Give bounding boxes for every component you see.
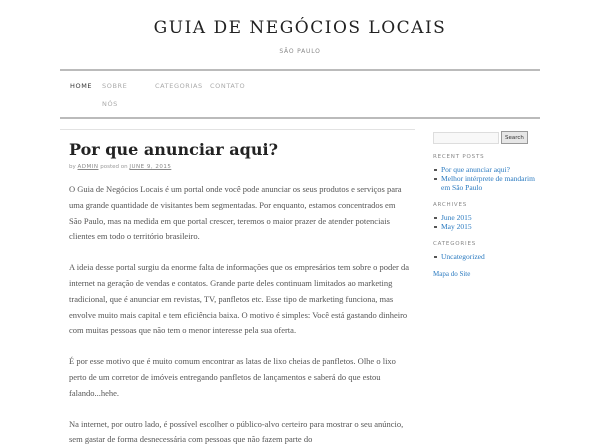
main-nav (60, 69, 540, 119)
post-body (69, 182, 409, 448)
author-link[interactable]: ADMIN (77, 164, 99, 170)
post-title[interactable]: Por que anunciar aqui? (69, 140, 278, 159)
meta-posted: posted on (100, 164, 128, 170)
paragraph: É por esse motivo que é muito comum encontrar as latas de lixo cheias de panfletos. Olhe o lixo perto de um corretor de imóveis entregando panfletos de lançamentos e saberá do que estou falando...hehe. (69, 356, 396, 398)
nav-sobre-nos-line2[interactable]: NÓS (102, 100, 118, 108)
search-input[interactable] (433, 132, 499, 144)
post (60, 129, 415, 445)
categories-title: CATEGORIES (433, 241, 477, 247)
categories-list (433, 252, 543, 261)
nav-sobre-nos[interactable]: SOBRE (102, 82, 128, 90)
archive-link[interactable]: May 2015 (433, 222, 543, 231)
archives-title: ARCHIVES (433, 202, 468, 208)
recent-post-link[interactable]: Melhor intérprete de mandarim em São Paulo (433, 174, 543, 192)
site-title[interactable]: GUIA DE NEGÓCIOS LOCAIS (153, 18, 447, 38)
date-link[interactable]: JUNE 9, 2015 (129, 164, 172, 170)
paragraph: O Guia de Negócios Locais é um portal onde você pode anunciar os seus produtos e serviços para uma grande quantidade de visitantes bem segmentadas. Por enquanto, estamos concentrados em São Paulo, mas na medida em que portal crescer, teremos o maior prazer de atender potenciais clientes em todo o território brasileiro. (69, 184, 402, 242)
paragraph: A ideia desse portal surgiu da enorme falta de informações que os empresários tem sobre o poder da internet na geração de vendas e contatos. Grande parte deles continuam limitados ao marketing tradicional, que é anunciar em revistas, TV, panfletos etc. Esse tipo de marketing funciona, mas envolve muito mais capital e tem eficiência baixa. O motivo é simples: Você está gastando dinheiro com muitas pessoas que não tem o menor interesse pela sua oferta. (69, 262, 409, 336)
nav-contato[interactable]: CONTATO (210, 82, 246, 90)
search-button[interactable]: Search (501, 131, 528, 144)
paragraph: Na internet, por outro lado, é possível escolher o público-alvo certeiro para mostrar o seu anúncio, sem gastar de forma desnecessária com pessoas que não fazem parte do (69, 418, 404, 445)
nav-home[interactable]: HOME (70, 82, 93, 90)
category-link[interactable]: Uncategorized (433, 252, 543, 261)
archive-link[interactable]: June 2015 (433, 213, 543, 222)
meta-by: by (69, 164, 76, 170)
recent-post-link[interactable]: Por que anunciar aqui? (433, 165, 543, 174)
sitemap-link[interactable]: Mapa do Site (433, 270, 471, 278)
search-form (433, 131, 543, 144)
sidebar (433, 129, 543, 278)
post-meta (69, 163, 171, 171)
nav-categorias[interactable]: CATEGORIAS (155, 82, 203, 90)
recent-posts-list (433, 165, 543, 192)
site-tagline: SÃO PAULO (279, 48, 321, 55)
archives-list (433, 213, 543, 231)
recent-posts-title: RECENT POSTS (433, 154, 485, 160)
